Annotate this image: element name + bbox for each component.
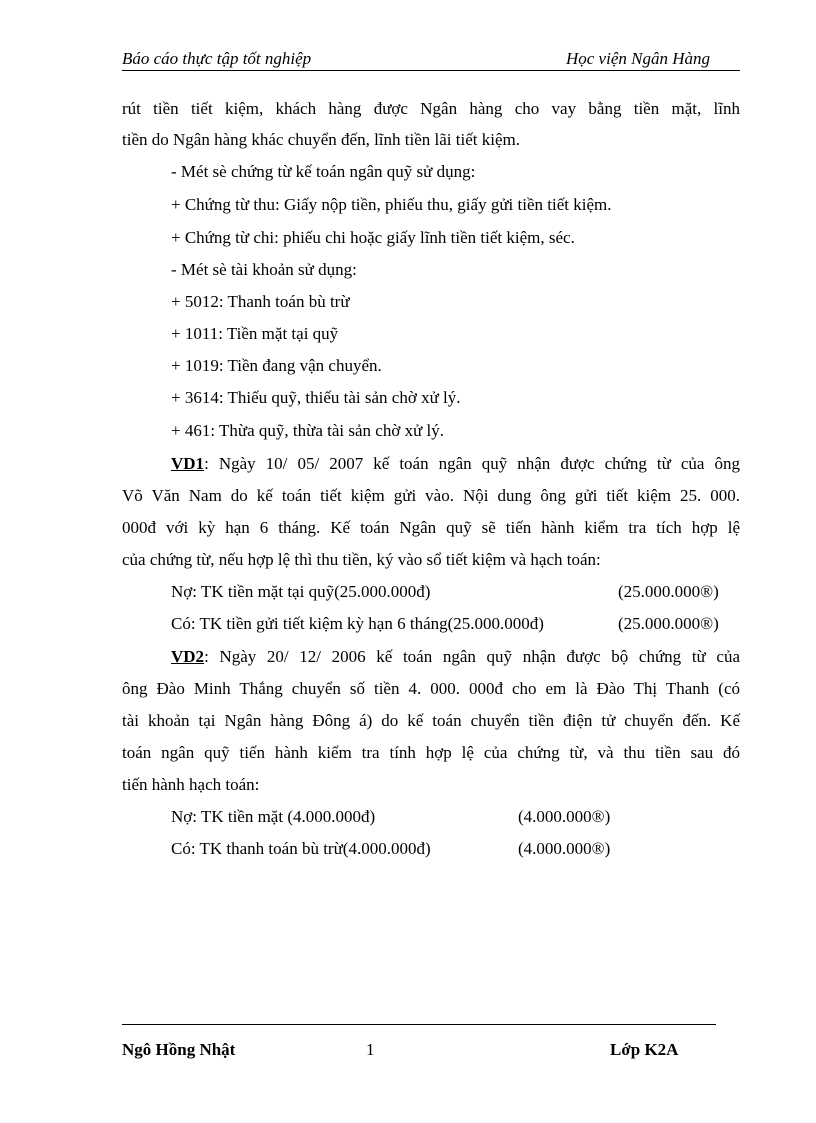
paragraph-line: rút tiền tiết kiệm, khách hàng được Ngân hàng cho vay bằng tiền mặt, lĩnh	[122, 99, 740, 118]
paragraph-line: 000đ với kỳ hạn 6 tháng. Kế toán Ngân quỹ sẽ tiến hành kiểm tra tích hợp lệ	[122, 518, 740, 537]
accounting-entry	[171, 839, 740, 859]
example-2-intro: : Ngày 20/ 12/ 2006 kế toán ngân quỹ nhận được bộ chứng từ của	[204, 647, 740, 666]
example-1-intro: : Ngày 10/ 05/ 2007 kế toán ngân quỹ nhận được chứng từ của ông	[204, 454, 740, 473]
paragraph-line: toán ngân quỹ tiến hành kiểm tra tính hợp lệ của chứng từ, và thu tiền sau đó	[122, 743, 740, 762]
entry-credit-label: Có: TK tiền gửi tiết kiệm kỳ hạn 6 tháng(25.000.000đ)	[171, 614, 544, 633]
paragraph-line: tài khoản tại Ngân hàng Đông á) do kế toán chuyển tiền điện tử chuyển đến. Kế	[122, 711, 740, 730]
list-item: + 1019: Tiền đang vận chuyển.	[171, 356, 382, 375]
header-institution: Học viện Ngân Hàng	[565, 49, 710, 68]
footer-divider	[122, 1024, 716, 1025]
list-item: + Chứng từ thu: Giấy nộp tiền, phiếu thu, giấy gửi tiền tiết kiệm.	[171, 195, 612, 214]
footer-class: Lớp K2A	[610, 1040, 679, 1059]
list-item: + 3614: Thiếu quỹ, thiếu tài sản chờ xử lý.	[171, 388, 461, 407]
page-header	[122, 48, 740, 71]
paragraph-line: tiền do Ngân hàng khác chuyển đến, lĩnh tiền lãi tiết kiệm.	[122, 130, 520, 149]
list-item: + 461: Thừa quỹ, thừa tài sản chờ xử lý.	[171, 421, 445, 440]
entry-amount: (25.000.000®)	[618, 614, 719, 633]
footer-page-number: 1	[366, 1040, 375, 1059]
entry-credit-label: Có: TK thanh toán bù trừ(4.000.000đ)	[171, 839, 431, 858]
accounting-entry	[171, 807, 740, 827]
paragraph-line: tiến hành hạch toán:	[122, 775, 260, 794]
example-1-line	[171, 454, 740, 474]
footer-author: Ngô Hồng Nhật	[122, 1040, 236, 1059]
accounting-entry	[171, 582, 740, 602]
list-item: + 5012: Thanh toán bù trừ	[171, 292, 350, 311]
entry-debit-label: Nợ: TK tiền mặt (4.000.000đ)	[171, 807, 376, 826]
accounting-entry	[171, 614, 740, 634]
list-item: + Chứng từ chi: phiếu chi hoặc giấy lĩnh tiền tiết kiệm, séc.	[171, 228, 575, 247]
entry-debit-label: Nợ: TK tiền mặt tại quỹ(25.000.000đ)	[171, 582, 431, 601]
paragraph-line: ông Đào Minh Thắng chuyển số tiền 4. 000. 000đ cho em là Đào Thị Thanh (có	[122, 679, 740, 698]
entry-amount: (25.000.000®)	[618, 582, 719, 601]
header-report-title: Báo cáo thực tập tốt nghiệp	[122, 49, 312, 68]
list-item: - Mét sè chứng từ kế toán ngân quỹ sử dụng:	[171, 162, 476, 181]
paragraph-line: Võ Văn Nam do kế toán tiết kiệm gửi vào. Nội dung ông gửi tiết kiệm 25. 000.	[122, 486, 740, 505]
entry-amount: (4.000.000®)	[518, 807, 611, 826]
example-1-label: VD1	[171, 454, 205, 473]
list-item: + 1011: Tiền mặt tại quỹ	[171, 324, 339, 343]
paragraph-line: của chứng từ, nếu hợp lệ thì thu tiền, ký vào sổ tiết kiệm và hạch toán:	[122, 550, 601, 569]
example-2-label: VD2	[171, 647, 205, 666]
list-item: - Mét sè tài khoản sử dụng:	[171, 260, 357, 279]
example-2-line	[171, 647, 740, 667]
entry-amount: (4.000.000®)	[518, 839, 611, 858]
